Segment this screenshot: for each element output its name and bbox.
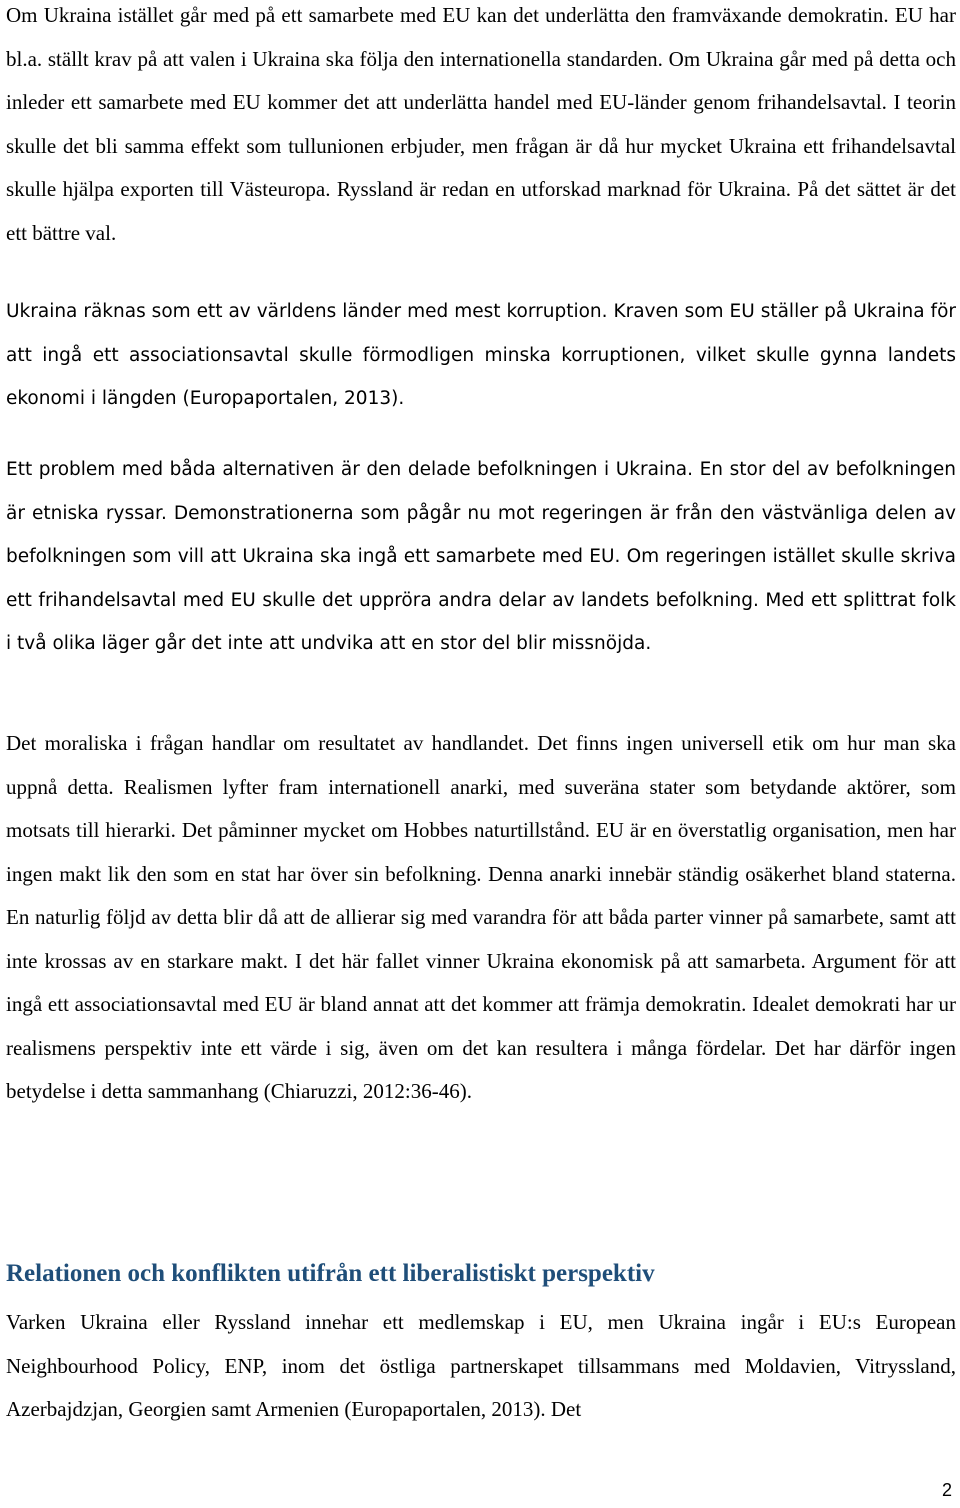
paragraph-divided-population: Ett problem med båda alternativen är den delade befolkningen i Ukraina. En stor del av befolkningen är etniska ryssar. Demonstrationerna som pågår nu mot regeringen är från den västvänliga delen av befolkningen som vill att Ukraina ska ingå ett samarbete med EU. Om regeringen istället skulle skriva ett frihandelsavtal med EU skulle det uppröra andra delar av landets befolkning. Med ett splittrat folk i två olika läger går det inte att undvika att en stor del blir missnöjda. bbox=[6, 459, 956, 654]
paragraph-corruption: Ukraina räknas som ett av världens länder med mest korruption. Kraven som EU ställer på Ukraina för att ingå ett associationsavtal skulle förmodligen minska korruptionen, vilket skulle gynna landets ekonomi i längden (Europaportalen, 2013). bbox=[6, 301, 956, 409]
paragraph-liberalism: Varken Ukraina eller Ryssland innehar ett medlemskap i EU, men Ukraina ingår i EU:s European Neighbourhood Policy, ENP, inom det östliga partnerskapet tillsammans med Moldavien, Vitryssland, Azerbajdzjan, Georgien samt Armenien (Europaportalen, 2013). Det bbox=[6, 1310, 956, 1421]
section-heading: Relationen och konflikten utifrån ett liberalistiskt perspektiv bbox=[6, 1260, 655, 1287]
page-number: 2 bbox=[941, 1480, 952, 1500]
paragraph-realism: Det moraliska i frågan handlar om resultatet av handlandet. Det finns ingen universell etik om hur man ska uppnå detta. Realismen lyfter fram internationell anarki, med suveräna stater som betydande aktörer, som motsats till hierarki. Det påminner mycket om Hobbes naturtillstånd. EU är en överstatlig organisation, men har ingen makt lik den som en stat har över sin befolkning. Denna anarki innebär ständig osäkerhet bland staterna. En naturlig följd av detta blir då att de allierar sig med varandra för att båda parter vinner på samarbete, samt att inte krossas av en starkare makt. I det här fallet vinner Ukraina ekonomisk på att samarbeta. Argument för att ingå ett associationsavtal med EU är bland annat att det kommer att främja demokratin. Idealet demokrati har ur realismens perspektiv inte ett värde i sig, även om det kan resultera i många fördelar. Det har därför ingen betydelse i detta sammanhang (Chiaruzzi, 2012:36-46). bbox=[6, 731, 956, 1103]
paragraph-eu-democracy: Om Ukraina istället går med på ett samarbete med EU kan det underlätta den framväxande demokratin. EU har bl.a. ställt krav på att valen i Ukraina ska följa den internationella standarden. Om Ukraina går med på detta och inleder ett samarbete med EU kommer det att underlätta handel med EU-länder genom frihandelsavtal. I teorin skulle det bli samma effekt som tullunionen erbjuder, men frågan är då hur mycket Ukraina ett frihandelsavtal skulle hjälpa exporten till Västeuropa. Ryssland är redan en utforskad marknad för Ukraina. På det sättet är det ett bättre val. bbox=[6, 3, 956, 245]
